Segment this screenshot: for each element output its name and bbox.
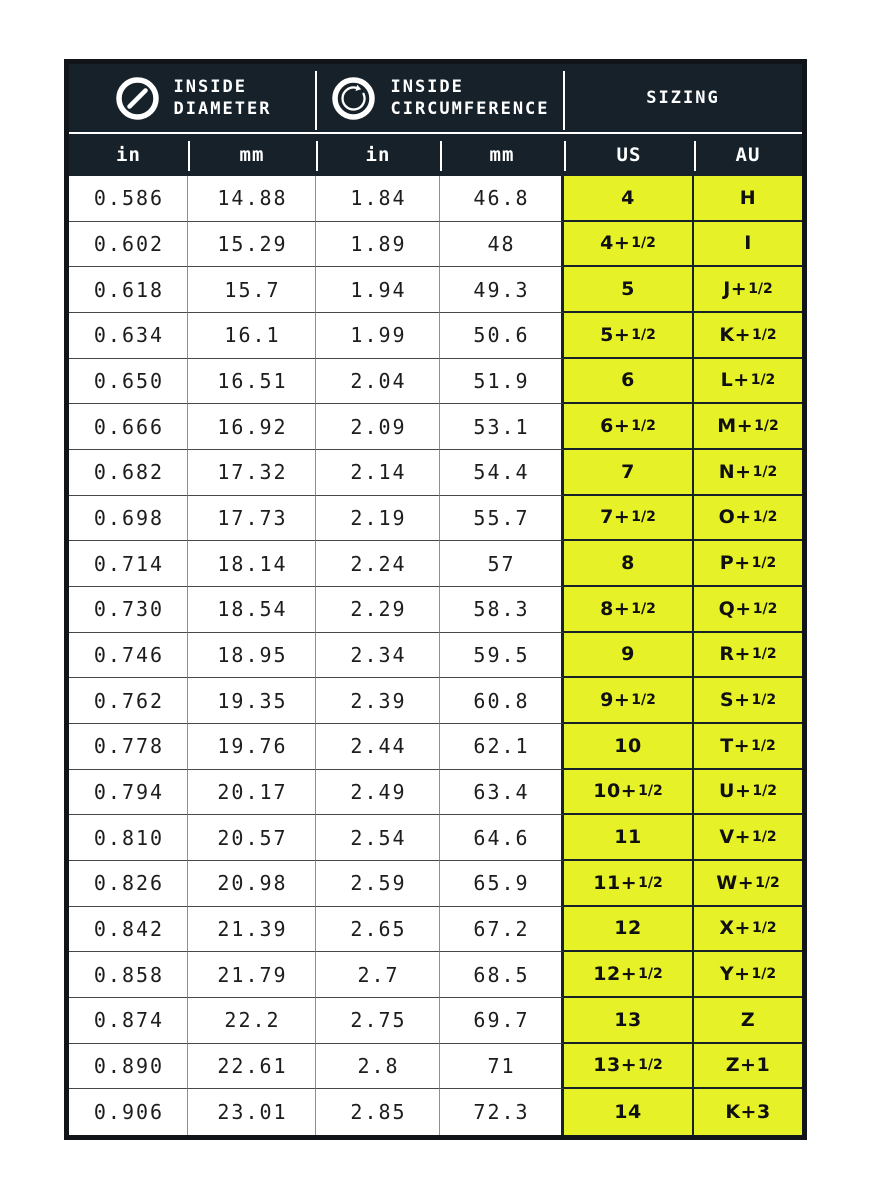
cell-diameter-mm: 21.79: [188, 952, 316, 998]
cell-circumference-in: 2.75: [316, 998, 440, 1044]
cell-circumference-in: 1.84: [316, 176, 440, 222]
cell-diameter-mm: 16.1: [188, 313, 316, 359]
header-divider: [188, 141, 190, 171]
size-value: 13+: [593, 1054, 638, 1077]
size-value: T+: [720, 734, 751, 757]
table-body: [69, 176, 802, 1135]
size-value: W+: [716, 871, 755, 894]
size-fraction: 1/2: [638, 966, 663, 983]
cell-circumference-mm: 71: [440, 1044, 564, 1090]
cell-diameter-mm: 16.92: [188, 404, 316, 450]
cell-us-size: [564, 496, 694, 542]
cell-diameter-mm: 20.57: [188, 815, 316, 861]
cell-circumference-in: 2.7: [316, 952, 440, 998]
cell-diameter-mm: 14.88: [188, 176, 316, 222]
size-fraction: 1/2: [631, 600, 656, 617]
cell-diameter-in: 0.858: [69, 952, 188, 998]
size-fraction: 1/2: [751, 555, 777, 572]
cell-au-size: [694, 359, 802, 405]
cell-circumference-mm: 48: [440, 222, 564, 268]
size-value: 4+: [600, 232, 631, 255]
size-fraction: 1/2: [755, 874, 780, 891]
size-value: S+: [719, 689, 751, 712]
cell-diameter-mm: 20.17: [188, 770, 316, 816]
cell-au-size: [694, 952, 802, 998]
cell-circumference-in: 1.89: [316, 222, 440, 268]
cell-au-size: [694, 907, 802, 953]
cell-us-size: 11: [564, 815, 694, 861]
size-value: K+: [719, 323, 752, 346]
cell-diameter-in: 0.842: [69, 907, 188, 953]
cell-circumference-mm: 46.8: [440, 176, 564, 222]
cell-circumference-mm: 68.5: [440, 952, 564, 998]
cell-circumference-in: 2.65: [316, 907, 440, 953]
cell-circumference-mm: 53.1: [440, 404, 564, 450]
size-fraction: 1/2: [752, 463, 778, 480]
size-value: L+: [720, 369, 750, 392]
size-value: V+: [719, 826, 751, 849]
cell-us-size: 7: [564, 450, 694, 496]
header-group-inside-circumference: [316, 64, 564, 132]
cell-us-size: [564, 861, 694, 907]
cell-us-size: [564, 313, 694, 359]
cell-circumference-in: 1.99: [316, 313, 440, 359]
cell-us-size: [564, 587, 694, 633]
cell-us-size: 8: [564, 541, 694, 587]
cell-diameter-in: 0.762: [69, 678, 188, 724]
size-value: Y+: [719, 963, 751, 986]
cell-au-size: Z+1: [694, 1044, 802, 1090]
cell-diameter-in: 0.906: [69, 1089, 188, 1135]
cell-diameter-in: 0.586: [69, 176, 188, 222]
group-label-line: SIZING: [646, 87, 720, 108]
cell-au-size: [694, 404, 802, 450]
cell-circumference-in: 2.59: [316, 861, 440, 907]
column-header-diameter-mm: mm: [239, 144, 265, 166]
cell-circumference-in: 2.85: [316, 1089, 440, 1135]
cell-circumference-in: 2.14: [316, 450, 440, 496]
header-group-sizing: [564, 64, 802, 132]
size-value: 6+: [600, 415, 631, 438]
cell-diameter-in: 0.826: [69, 861, 188, 907]
cell-us-size: [564, 678, 694, 724]
cell-us-size: [564, 1044, 694, 1090]
cell-diameter-mm: 15.29: [188, 222, 316, 268]
cell-diameter-in: 0.794: [69, 770, 188, 816]
cell-us-size: [564, 404, 694, 450]
size-fraction: 1/2: [631, 692, 656, 709]
cell-us-size: [564, 952, 694, 998]
group-label-inside-diameter: [174, 76, 272, 121]
cell-diameter-mm: 18.95: [188, 633, 316, 679]
cell-au-size: [694, 587, 802, 633]
size-value: X+: [719, 917, 751, 940]
cell-diameter-mm: 17.32: [188, 450, 316, 496]
column-header-row: [69, 134, 802, 176]
cell-diameter-mm: 22.2: [188, 998, 316, 1044]
cell-circumference-mm: 72.3: [440, 1089, 564, 1135]
cell-us-size: 9: [564, 633, 694, 679]
cell-diameter-in: 0.634: [69, 313, 188, 359]
group-label-inside-circumference: [390, 76, 549, 121]
size-value: J+: [723, 278, 748, 301]
size-value: 7+: [600, 506, 631, 529]
size-fraction: 1/2: [631, 509, 656, 526]
cell-circumference-in: 2.29: [316, 587, 440, 633]
cell-diameter-mm: 23.01: [188, 1089, 316, 1135]
cell-us-size: 14: [564, 1089, 694, 1135]
group-label-line: DIAMETER: [173, 99, 272, 119]
cell-circumference-mm: 57: [440, 541, 564, 587]
cell-circumference-in: 2.09: [316, 404, 440, 450]
cell-diameter-in: 0.874: [69, 998, 188, 1044]
cell-diameter-in: 0.730: [69, 587, 188, 633]
cell-circumference-mm: 58.3: [440, 587, 564, 633]
cell-diameter-in: 0.682: [69, 450, 188, 496]
cell-circumference-in: 2.8: [316, 1044, 440, 1090]
size-value: N+: [718, 460, 752, 483]
cell-us-size: 12: [564, 907, 694, 953]
cell-au-size: [694, 496, 802, 542]
cell-au-size: K+3: [694, 1089, 802, 1135]
cell-au-size: [694, 313, 802, 359]
cell-circumference-in: 2.39: [316, 678, 440, 724]
column-header-circumference-in: in: [365, 144, 391, 166]
size-value: O+: [718, 506, 752, 529]
cell-us-size: 10: [564, 724, 694, 770]
size-fraction: 1/2: [751, 646, 777, 663]
cell-au-size: [694, 724, 802, 770]
cell-diameter-in: 0.714: [69, 541, 188, 587]
cell-diameter-in: 0.666: [69, 404, 188, 450]
cell-au-size: Z: [694, 998, 802, 1044]
cell-circumference-mm: 63.4: [440, 770, 564, 816]
cell-circumference-in: 2.54: [316, 815, 440, 861]
cell-diameter-mm: 18.14: [188, 541, 316, 587]
cell-diameter-mm: 19.35: [188, 678, 316, 724]
cell-au-size: [694, 450, 802, 496]
cell-circumference-mm: 67.2: [440, 907, 564, 953]
ring-size-chart: [64, 59, 807, 1140]
size-fraction: 1/2: [752, 829, 777, 846]
size-fraction: 1/2: [638, 783, 663, 800]
column-header-au-size: AU: [735, 144, 761, 166]
size-value: Q+: [718, 597, 752, 620]
cell-diameter-mm: 17.73: [188, 496, 316, 542]
cell-circumference-in: 2.44: [316, 724, 440, 770]
size-fraction: 1/2: [752, 326, 777, 343]
size-fraction: 1/2: [748, 281, 773, 298]
header-divider: [315, 71, 317, 130]
cell-diameter-mm: 15.7: [188, 267, 316, 313]
cell-diameter-mm: 18.54: [188, 587, 316, 633]
cell-au-size: H: [694, 176, 802, 222]
cell-diameter-in: 0.746: [69, 633, 188, 679]
cell-circumference-mm: 55.7: [440, 496, 564, 542]
cell-diameter-in: 0.602: [69, 222, 188, 268]
cell-diameter-in: 0.618: [69, 267, 188, 313]
cell-circumference-mm: 65.9: [440, 861, 564, 907]
size-fraction: 1/2: [752, 600, 778, 617]
size-fraction: 1/2: [638, 874, 663, 891]
size-fraction: 1/2: [631, 235, 656, 252]
group-label-sizing: [646, 87, 719, 109]
cell-circumference-in: 1.94: [316, 267, 440, 313]
size-value: 11+: [593, 871, 638, 894]
size-value: 10+: [593, 780, 638, 803]
cell-au-size: [694, 541, 802, 587]
cell-circumference-in: 2.04: [316, 359, 440, 405]
header-divider: [694, 141, 696, 171]
cell-circumference-mm: 64.6: [440, 815, 564, 861]
size-value: 5+: [600, 323, 631, 346]
cell-au-size: [694, 861, 802, 907]
cell-diameter-mm: 16.51: [188, 359, 316, 405]
cell-circumference-in: 2.24: [316, 541, 440, 587]
cell-circumference-mm: 54.4: [440, 450, 564, 496]
header-divider: [563, 71, 565, 130]
cell-au-size: [694, 678, 802, 724]
cell-circumference-mm: 49.3: [440, 267, 564, 313]
size-fraction: 1/2: [754, 418, 779, 435]
cell-diameter-in: 0.890: [69, 1044, 188, 1090]
cell-us-size: [564, 222, 694, 268]
cell-us-size: 5: [564, 267, 694, 313]
size-value: 8+: [600, 597, 631, 620]
cell-circumference-mm: 60.8: [440, 678, 564, 724]
cell-circumference-in: 2.19: [316, 496, 440, 542]
group-label-line: CIRCUMFERENCE: [390, 99, 550, 119]
size-fraction: 1/2: [751, 737, 776, 754]
cell-us-size: [564, 770, 694, 816]
cell-diameter-in: 0.810: [69, 815, 188, 861]
size-fraction: 1/2: [750, 372, 776, 389]
size-fraction: 1/2: [752, 783, 777, 800]
size-fraction: 1/2: [751, 920, 777, 937]
table-header: [69, 64, 802, 176]
cell-diameter-in: 0.778: [69, 724, 188, 770]
size-fraction: 1/2: [638, 1057, 663, 1074]
column-header-circumference-mm: mm: [489, 144, 515, 166]
header-group-inside-diameter: [69, 64, 316, 132]
size-value: P+: [719, 552, 751, 575]
header-divider: [564, 141, 566, 171]
size-value: 9+: [600, 689, 631, 712]
size-fraction: 1/2: [752, 509, 778, 526]
cell-diameter-in: 0.650: [69, 359, 188, 405]
group-label-line: INSIDE: [390, 76, 464, 97]
column-header-us-size: US: [616, 144, 642, 166]
cell-au-size: [694, 815, 802, 861]
cell-us-size: 4: [564, 176, 694, 222]
cell-circumference-mm: 50.6: [440, 313, 564, 359]
size-fraction: 1/2: [751, 966, 777, 983]
cell-au-size: I: [694, 222, 802, 268]
cell-circumference-mm: 62.1: [440, 724, 564, 770]
size-value: R+: [719, 643, 751, 666]
size-fraction: 1/2: [631, 418, 656, 435]
cell-au-size: [694, 267, 802, 313]
size-fraction: 1/2: [751, 692, 777, 709]
cell-au-size: [694, 633, 802, 679]
cell-circumference-mm: 69.7: [440, 998, 564, 1044]
header-group-row: [69, 64, 802, 132]
cell-us-size: 6: [564, 359, 694, 405]
cell-circumference-in: 2.49: [316, 770, 440, 816]
circumference-icon: [330, 75, 377, 122]
cell-diameter-in: 0.698: [69, 496, 188, 542]
size-value: M+: [717, 415, 754, 438]
group-label-line: INSIDE: [173, 76, 247, 97]
size-value: 12+: [593, 963, 638, 986]
cell-diameter-mm: 22.61: [188, 1044, 316, 1090]
size-value: U+: [719, 780, 752, 803]
cell-circumference-mm: 59.5: [440, 633, 564, 679]
cell-au-size: [694, 770, 802, 816]
cell-diameter-mm: 19.76: [188, 724, 316, 770]
column-header-diameter-in: in: [116, 144, 141, 166]
cell-diameter-mm: 21.39: [188, 907, 316, 953]
cell-circumference-mm: 51.9: [440, 359, 564, 405]
size-fraction: 1/2: [631, 326, 656, 343]
cell-us-size: 13: [564, 998, 694, 1044]
header-divider: [440, 141, 442, 171]
diameter-icon: [114, 75, 161, 122]
header-divider: [316, 141, 318, 171]
cell-circumference-in: 2.34: [316, 633, 440, 679]
cell-diameter-mm: 20.98: [188, 861, 316, 907]
